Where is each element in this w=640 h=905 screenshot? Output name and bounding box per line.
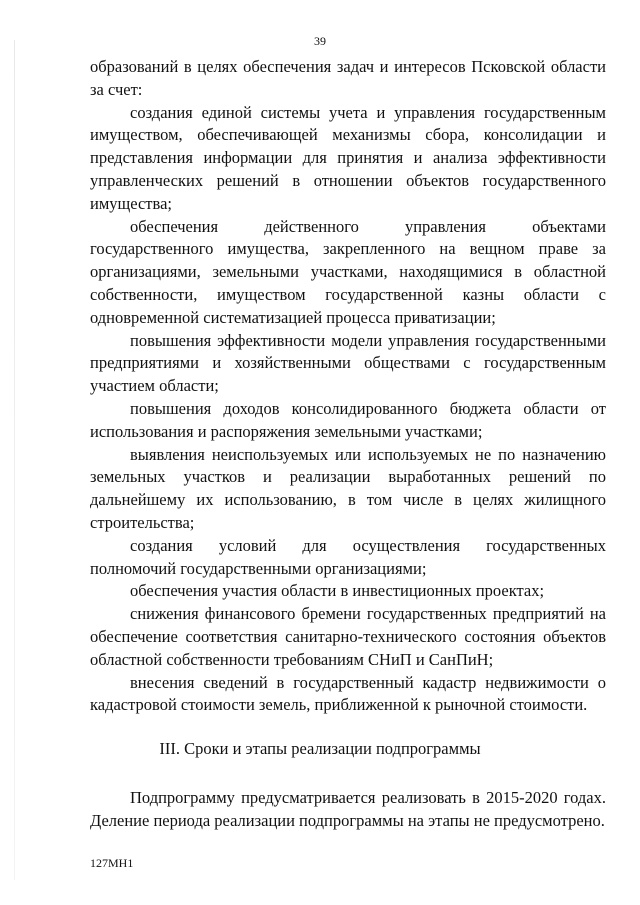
list-paragraph-financial-burden: снижения финансового бремени государственных предприятий на обеспечение соответствия санитарно-технического состояния объектов областной собственности требованиям СНиП и СанПиН; bbox=[90, 604, 606, 669]
page-number: 39 bbox=[314, 34, 326, 48]
list-paragraph-investment-projects: обеспечения участия области в инвестиционных проектах; bbox=[130, 581, 545, 601]
section-paragraph: Подпрограмму предусматривается реализовать в 2015-2020 годах. Деление периода реализации подпрограммы на этапы не предусмотрено. bbox=[90, 788, 606, 830]
body-text bbox=[90, 56, 606, 717]
list-paragraph-budget-income: повышения доходов консолидированного бюджета области от использования и распоряжения земельными участками; bbox=[90, 398, 606, 441]
list-paragraph-state-powers: создания условий для осуществления государственных полномочий государственными организациями; bbox=[90, 535, 606, 578]
section-body bbox=[90, 787, 606, 833]
list-paragraph-unused-land: выявления неиспользуемых или используемых не по назначению земельных участков и реализации выработанных решений по дальнейшему их использованию, в том числе в целях жилищного строительства; bbox=[90, 444, 606, 532]
paragraph-continuation: образований в целях обеспечения задач и интересов Псковской области за счет: bbox=[90, 57, 606, 99]
list-paragraph-accounting-system: создания единой системы учета и управления государственным имуществом, обеспечивающей механизмы сбора, консолидации и представления информации для принятия и анализа эффективности управленческих решений в отношении объектов государственного имущества; bbox=[90, 102, 606, 213]
section-heading: III. Сроки и этапы реализации подпрограммы bbox=[159, 739, 481, 758]
list-paragraph-enterprise-efficiency: повышения эффективности модели управления государственными предприятиями и хозяйственными обществами с государственным участием области; bbox=[90, 330, 606, 396]
list-paragraph-cadastre: внесения сведений в государственный кадастр недвижимости о кадастровой стоимости земель, приближенной к рыночной стоимости. bbox=[90, 672, 606, 715]
footer-document-code: 127МН1 bbox=[90, 856, 134, 870]
list-paragraph-effective-management: обеспечения действенного управления объектами государственного имущества, закрепленного на вещном праве за организациями, земельными участками, находящимися в областной собственности, имуществом государственной казны области с одновременной систематизацией процесса приватизации; bbox=[90, 216, 606, 327]
